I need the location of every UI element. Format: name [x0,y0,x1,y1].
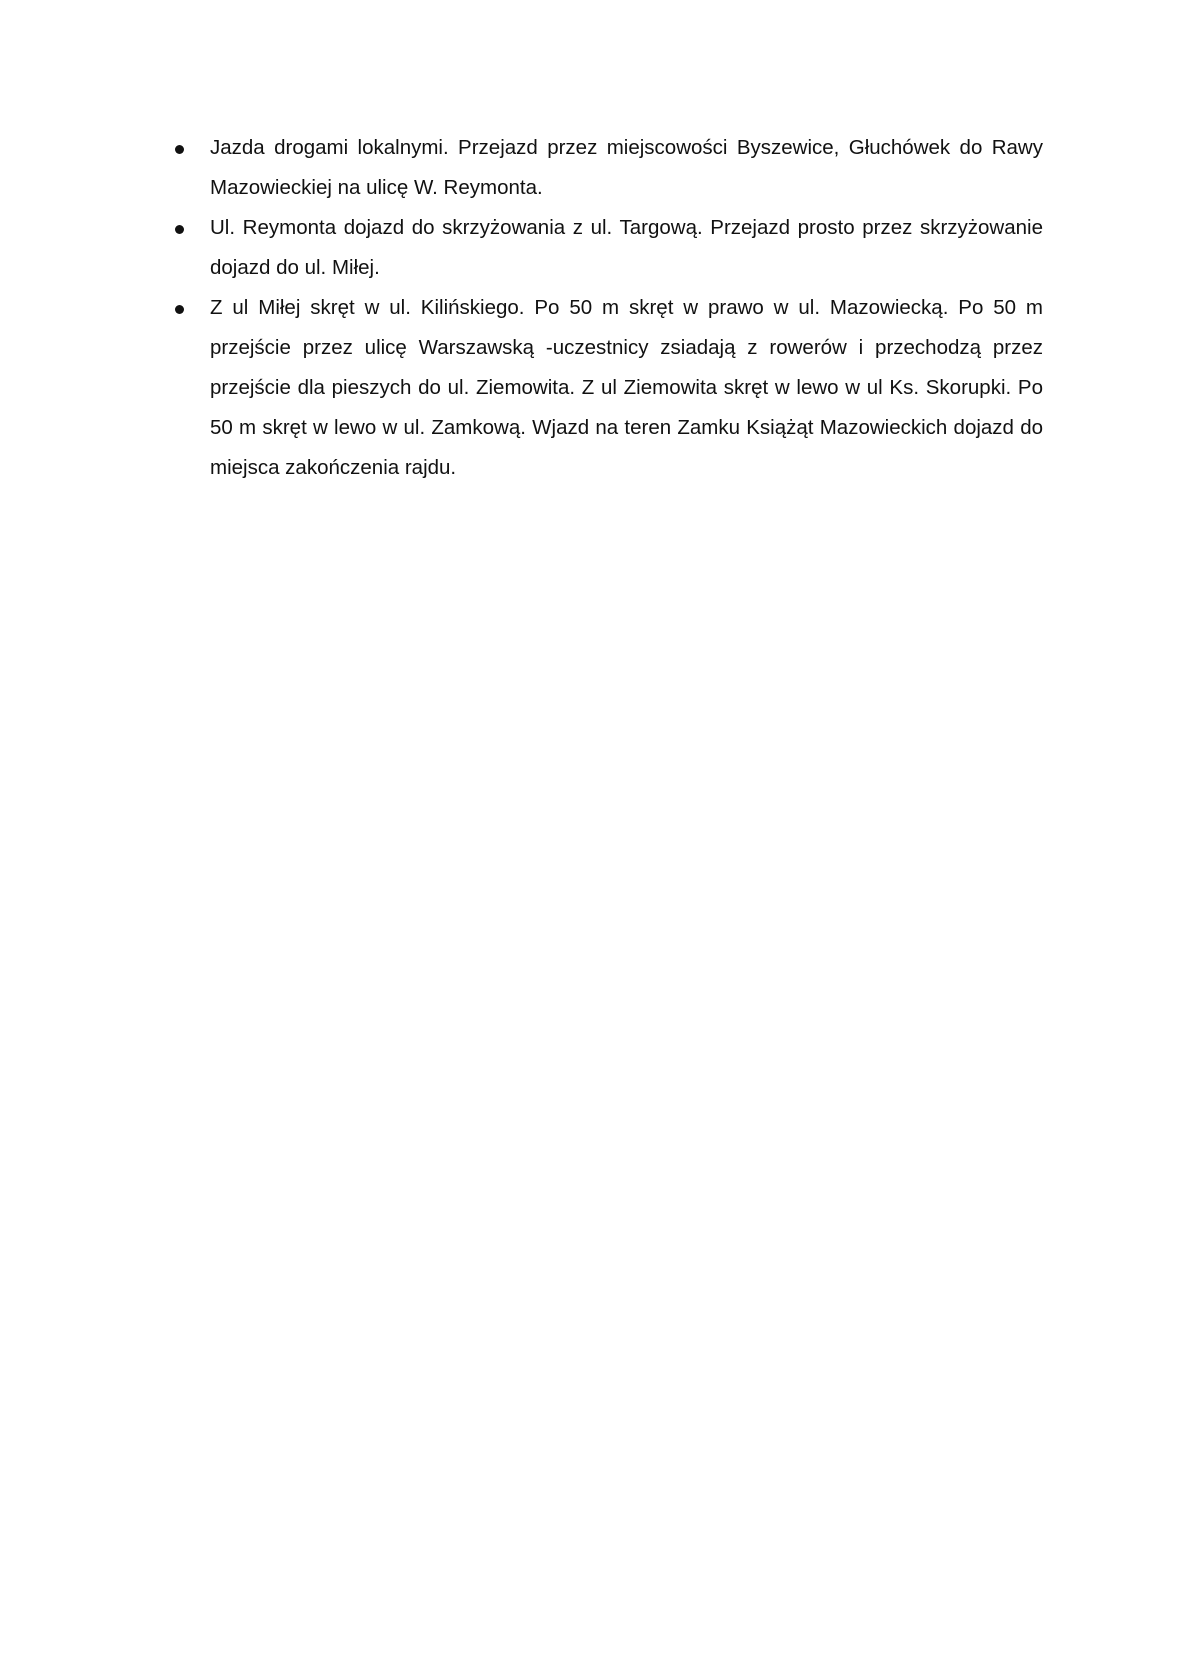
bullet-dot-icon [175,305,184,314]
route-bullet-list [165,128,1043,488]
list-item [165,288,1043,488]
bullet-text: Z ul Miłej skręt w ul. Kilińskiego. Po 50 m skręt w prawo w ul. Mazowiecką. Po 50 m przejście przez ulicę Warszawską -uczestnicy zsiadają z rowerów i przechodzą przez przejście dla pieszych do ul. Ziemowita. Z ul Ziemowita skręt w lewo w ul Ks. Skorupki. Po 50 m skręt w lewo w ul. Zamkową. Wjazd na teren Zamku Książąt Mazowieckich dojazd do miejsca zakończenia rajdu. [210,296,1043,479]
list-item [165,128,1043,208]
bullet-dot-icon [175,145,184,154]
bullet-dot-icon [175,225,184,234]
bullet-text: Ul. Reymonta dojazd do skrzyżowania z ul. Targową. Przejazd prosto przez skrzyżowanie dojazd do ul. Miłej. [210,216,1043,279]
bullet-text: Jazda drogami lokalnymi. Przejazd przez miejscowości Byszewice, Głuchówek do Rawy Mazowieckiej na ulicę W. Reymonta. [210,136,1043,199]
list-item [165,208,1043,288]
